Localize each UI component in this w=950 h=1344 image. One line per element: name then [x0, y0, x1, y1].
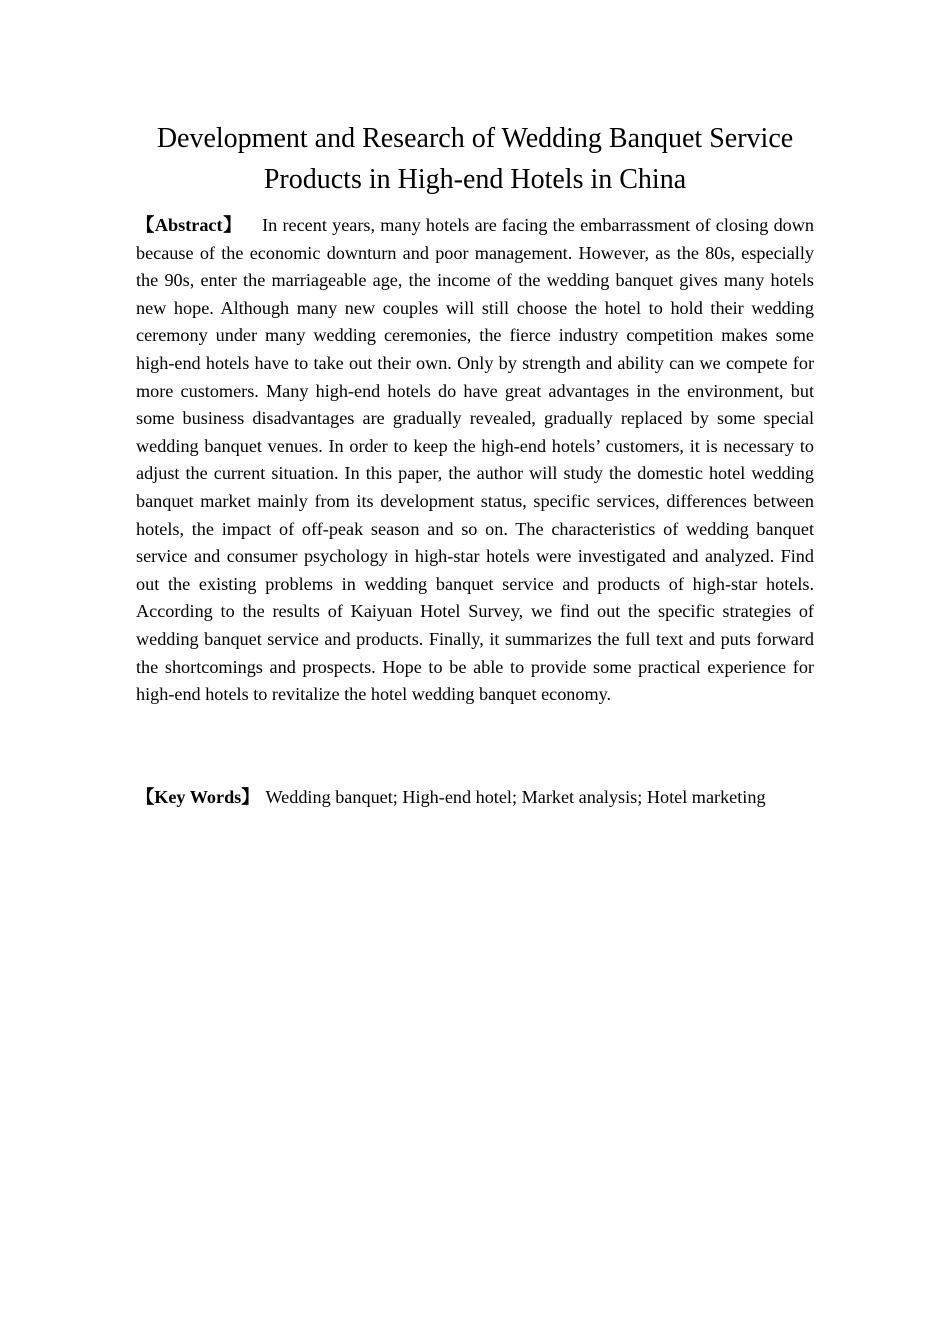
- title-line-2: Products in High-end Hotels in China: [263, 164, 687, 195]
- keywords-text: Wedding banquet; High-end hotel; Market analysis; Hotel marketing: [265, 787, 766, 807]
- title-line-1: Development and Research of Wedding Banquet Service: [156, 123, 794, 154]
- keywords-paragraph: [136, 784, 814, 812]
- abstract-label: 【Abstract】: [136, 215, 243, 235]
- abstract-paragraph: [136, 212, 814, 709]
- document-title: [136, 118, 814, 200]
- keywords-label: 【Key Words】: [136, 787, 260, 807]
- abstract-text: In recent years, many hotels are facing the embarrassment of closing down because of the economic downturn and poor management. However, as the 80s, especially the 90s, enter the marriageable age, the income of the wedding banquet gives many hotels new hope. Although many new couples will still choose the hotel to hold their wedding ceremony under many wedding ceremonies, the fierce industry competition makes some high-end hotels have to take out their own. Only by strength and ability can we compete for more customers. Many high-end hotels do have great advantages in the environment, but some business disadvantages are gradually revealed, gradually replaced by some special wedding banquet venues. In order to keep the high-end hotels’ customers, it is necessary to adjust the current situation. In this paper, the author will study the domestic hotel wedding banquet market mainly from its development status, specific services, differences between hotels, the impact of off-peak season and so on. The characteristics of wedding banquet service and consumer psychology in high-star hotels were investigated and analyzed. Find out the existing problems in wedding banquet service and products of high-star hotels. According to the results of Kaiyuan Hotel Survey, we find out the specific strategies of wedding banquet service and products. Finally, it summarizes the full text and puts forward the shortcomings and prospects. Hope to be able to provide some practical experience for high-end hotels to revitalize the hotel wedding banquet economy.: [136, 215, 814, 705]
